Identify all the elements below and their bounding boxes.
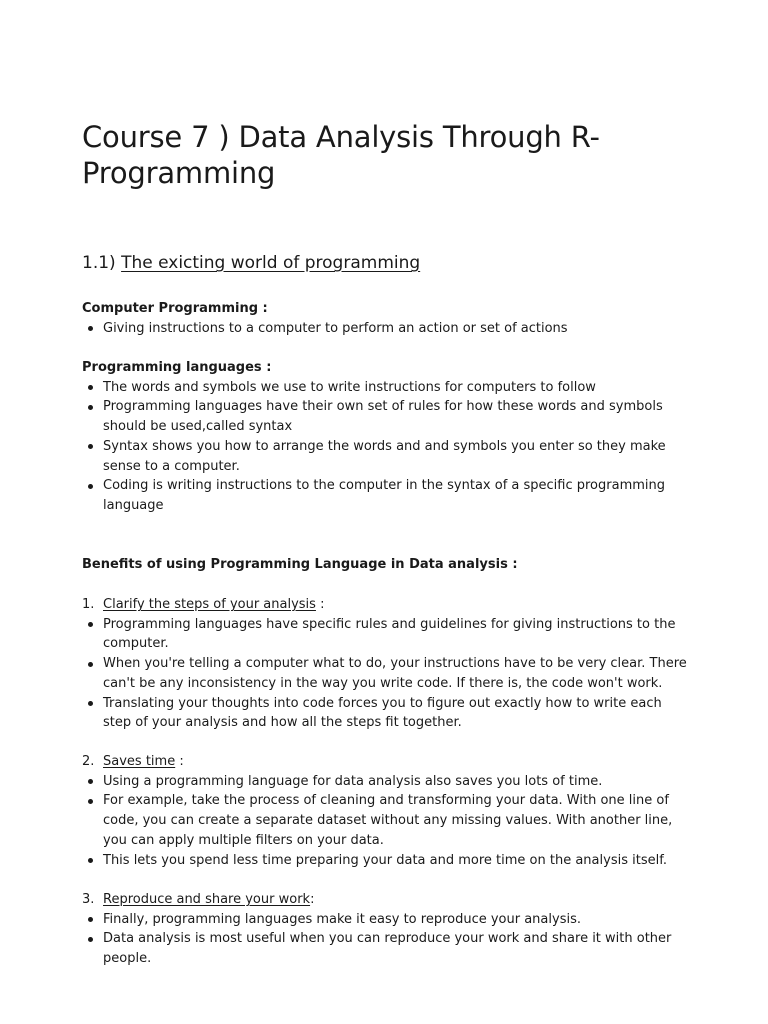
- benefits-label: Benefits of using Programming Language in Data analysis :: [82, 557, 518, 572]
- programming-languages-list: [82, 378, 692, 516]
- benefits-block: [82, 555, 692, 575]
- computer-programming-list: [82, 319, 692, 339]
- point-suffix: :: [315, 597, 325, 612]
- list-item: For example, take the process of cleaning and transforming your data. With one line of code, you can create a separate dataset without any missing values. With another line, you can apply multiple filters on your data.: [82, 791, 692, 850]
- benefit-point-heading: [82, 595, 692, 615]
- point-number: 3.: [82, 892, 95, 907]
- list-item: Syntax shows you how to arrange the words and and symbols you enter so they make sense to a computer.: [82, 437, 692, 476]
- list-item: Translating your thoughts into code forces you to figure out exactly how to write each step of your analysis and how all the steps fit together.: [82, 694, 692, 733]
- computer-programming-label: Computer Programming :: [82, 301, 268, 316]
- page-title: Course 7 ) Data Analysis Through R-Programming: [82, 120, 600, 190]
- list-item: Giving instructions to a computer to perform an action or set of actions: [82, 319, 692, 339]
- section-number: 1.1): [82, 253, 116, 273]
- benefit-point-3: [82, 890, 692, 969]
- benefit-point-list: [82, 910, 692, 969]
- benefit-point-2: [82, 752, 692, 870]
- computer-programming-block: [82, 299, 692, 338]
- programming-languages-label: Programming languages :: [82, 360, 272, 375]
- benefit-point-1: [82, 595, 692, 733]
- list-item: Data analysis is most useful when you can reproduce your work and share it with other people.: [82, 929, 692, 968]
- list-item: The words and symbols we use to write instructions for computers to follow: [82, 378, 692, 398]
- section-title: The exicting world of programming: [121, 253, 421, 273]
- benefit-point-heading: [82, 752, 692, 772]
- list-item: When you're telling a computer what to do, your instructions have to be very clear. There can't be any inconsistency in the way you write code. If there is, the code won't work.: [82, 654, 692, 693]
- list-item: Using a programming language for data analysis also saves you lots of time.: [82, 772, 692, 792]
- list-item: Programming languages have specific rules and guidelines for giving instructions to the computer.: [82, 615, 692, 654]
- point-title: Saves time: [103, 754, 176, 769]
- list-item: Finally, programming languages make it easy to reproduce your analysis.: [82, 910, 692, 930]
- programming-languages-block: [82, 358, 692, 516]
- benefit-point-list: [82, 615, 692, 733]
- point-suffix: :: [175, 754, 184, 769]
- benefit-point-heading: [82, 890, 692, 910]
- point-title: Clarify the steps of your analysis: [103, 597, 316, 612]
- list-item: This lets you spend less time preparing your data and more time on the analysis itself.: [82, 851, 692, 871]
- point-number: 1.: [82, 597, 95, 612]
- document-page: [82, 119, 692, 967]
- point-title: Reproduce and share your work: [103, 892, 311, 907]
- point-number: 2.: [82, 754, 95, 769]
- list-item: Programming languages have their own set of rules for how these words and symbols should be used,called syntax: [82, 397, 692, 436]
- benefit-point-list: [82, 772, 692, 871]
- section-heading: [82, 252, 420, 274]
- list-item: Coding is writing instructions to the computer in the syntax of a specific programming language: [82, 476, 692, 515]
- point-suffix: :: [310, 892, 315, 907]
